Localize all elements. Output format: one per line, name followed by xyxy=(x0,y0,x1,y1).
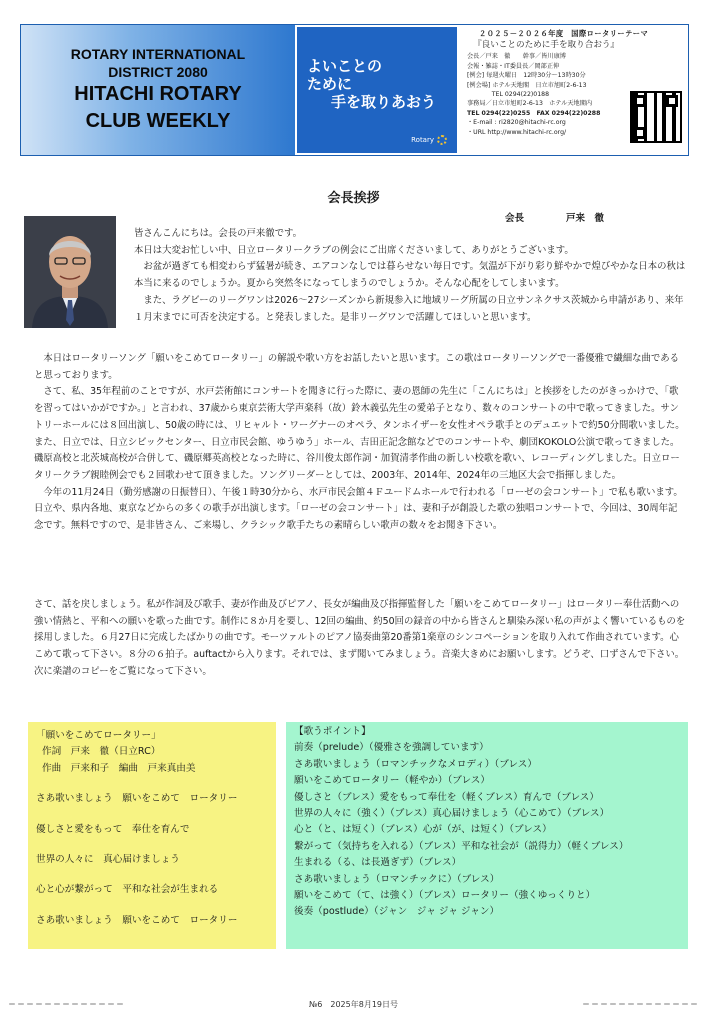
org-name: ROTARY INTERNATIONAL xyxy=(70,46,246,62)
club-name: HITACHI ROTARY xyxy=(74,83,242,105)
lyrics-line: さあ歌いましょう 願いをこめて ロータリー xyxy=(36,914,238,926)
points-line: 繋がって（気持ちを入れる）（ブレス）平和な社会が（説得力）（軽くブレス） xyxy=(294,840,629,852)
points-line: 優しさと（ブレス）愛をもって奉仕を（軽くブレス）育んで（ブレス） xyxy=(294,791,599,803)
footer-divider-left: ＝＝＝＝＝＝＝＝＝＝＝＝＝ xyxy=(8,1000,125,1009)
lyrics-credit: 作曲 戸来和子 編曲 戸来真由美 xyxy=(42,762,196,774)
author-role: 会長 xyxy=(505,213,525,224)
slogan-line: ために xyxy=(307,75,353,93)
lyrics-line: 心と心が繋がって 平和な社会が生まれる xyxy=(36,884,219,896)
points-line: 生まれる（る、は長過ぎず）（ブレス） xyxy=(294,857,462,869)
url-link[interactable]: ・URL http://www.hitachi-rc.org/ xyxy=(467,128,567,136)
lyrics-title: 「願いをこめてロータリー」 xyxy=(36,730,161,741)
email-link[interactable]: ・E-mail : ri2820@hitachi-rc.org xyxy=(467,119,566,127)
president-photo xyxy=(24,216,116,328)
singing-points-box xyxy=(286,722,688,949)
info-line: TEL 0294(22)0188 xyxy=(467,91,550,99)
footer-divider-right: ＝＝＝＝＝＝＝＝＝＝＝＝＝ xyxy=(582,1000,699,1009)
slogan-banner xyxy=(297,27,457,153)
points-line: さあ歌いましょう（ロマンチックに）（ブレス） xyxy=(294,873,500,885)
slogan-line: 手を取りあおう xyxy=(331,93,437,111)
district-name: DISTRICT 2080 xyxy=(108,64,208,80)
masthead-title-block xyxy=(21,25,295,155)
points-line: 前奏（prelude）（優雅さを強調しています） xyxy=(294,742,489,754)
byline xyxy=(505,210,604,224)
info-line: 会長／戸来 徹 幹事／皆川康博 xyxy=(467,53,566,61)
lyrics-box xyxy=(28,722,276,949)
lyrics-credit: 作詞 戸来 徹（日立RC） xyxy=(42,746,161,758)
issue-number: №6 2025年8月19日号 xyxy=(308,1000,399,1009)
theme-year: ２０２５－２０２６年度 国際ロータリーテーマ xyxy=(479,29,649,38)
masthead xyxy=(20,24,689,156)
points-line: 心と（と、は短く）（ブレス）心が（が、は短く）（ブレス） xyxy=(294,824,552,836)
main-paragraph: 本日はロータリーソング「願いをこめてロータリー」の解説や歌い方をお話したいと思います。この歌はロータリーソングで一番優雅で繊細な曲であると思っております。 さて、私、35年程前のことですが、水戸芸術館にコンサートを聞きに行った際に、妻の恩師の先生に「こんにちは」と挨拶をしたのがきっかけで、「歌を習ってはいかがですか。」と言われ、37歳から東京芸術大学声楽科（故）鈴木義弘先生の愛弟子となり、数々のコンサートの中で歌ってきました。サントリーホールには８回出演し、50歳の時には、リヒャルト・ワーグナーのオペラ、タンホイザーを女性オペラ歌手とのデュエットで約50分間歌いました。また、日立では、日立シビックセンター、日立市民会館、ゆうゆう」ホール、吉田正記念館などでのコンサートや、劇団KOKOLO公演で歌ってきました。磯原高校と北茨城高校が合併して、磯原郷英高校となった時に、谷川俊太郎作詞・加賀清孝作曲の新しい校歌を歌い、レコーディングしました。日立ロータリークラブ親睦例会でも２回歌わせて頂きました。ソングリーダーとしては、2003年、2014年、2024年の三地区大会で指揮しました。 今年の11月24日（勤労感謝の日振替日）、午後１時30分から、水戸市民会館４Ｆユードムホールで行われる「ローゼの会コンサート」で私も歌います。日立や、県内各地、東京などからの多くの歌手が出演します。「ローゼの会コンサート」は、妻和子が創設した歌の独唱コンサートで、今回は、30周年記念です。無料ですので、是非皆さん、ご来場し、クラシック歌手たちの素晴らしい歌声の数々をお聞き下さい。 xyxy=(34,353,685,532)
rotary-logo-text: Rotary xyxy=(411,136,434,144)
info-line: TEL 0294(22)0255 FAX 0294(22)0288 xyxy=(467,109,601,117)
slogan-line: よいことの xyxy=(307,57,383,75)
lyrics-line: さあ歌いましょう 願いをこめて ロータリー xyxy=(36,793,238,805)
points-line: 願いをこめてロータリー（軽やか）（ブレス） xyxy=(294,775,490,787)
article-title: 会長挨拶 xyxy=(327,191,380,206)
rotary-logo xyxy=(411,135,447,145)
info-line: [例会] 毎週火曜日 12時30分～13時30分 xyxy=(467,72,586,80)
lyrics-line: 世界の人々に 真心届けましょう xyxy=(36,854,180,866)
theme-text: 『良いことのために手を取り合おう』 xyxy=(473,40,620,51)
portrait-illustration xyxy=(24,216,116,328)
slogan-text xyxy=(307,57,436,111)
greeting-paragraph: 皆さんこんにちは。会長の戸来徹です。 本日は大変お忙しい中、日立ロータリークラブの例会にご出席くださいまして、ありがとうございます。 お盆が過ぎても相変わらず猛暑が続き、エアコンなしでは暮らせない毎日です。気温が下がり彩り鮮やかで煌びやかな日本の秋は本当に来るのでしょうか。夏から突然冬になってしまうのでしょうか。そんな心配をしてしまいます。 また、ラグビーのリーグワンは2026～27シーズンから新規参入に地域リーグ所属の日立サンネクサス茨城から申請があり、来年１月末までに可否を決定する。と発表しました。是非リーグワンで活躍してほしいと思います。 xyxy=(134,228,686,323)
author-name: 戸来 徹 xyxy=(566,213,605,224)
points-line: 世界の人々に（強く）（ブレス）真心届けましょう（心こめて）（ブレス） xyxy=(294,808,610,820)
rotary-wheel-icon xyxy=(437,135,447,145)
newsletter-name: CLUB WEEKLY xyxy=(85,110,231,132)
points-line: 願いをこめて（て、は強く）（ブレス）ロータリー（強くゆっくりと） xyxy=(294,890,596,902)
qr-code-icon[interactable] xyxy=(630,91,682,143)
points-line: 後奏（postlude）（ジャン ジャ ジャ ジャン） xyxy=(294,906,500,918)
points-title: 【歌うポイント】 xyxy=(294,726,371,737)
info-line: [例会場] ホテル天地閣 日立市旭町2-6-13 xyxy=(467,81,587,89)
closing-paragraph: さて、話を戻しましょう。私が作詞及び歌手、妻が作曲及びピアノ、長女が編曲及び指揮監督した「願いをこめてロータリー」はロータリー奉仕活動への強い情熱と、平和への願いを歌った曲です。制作に８か月を要し、12回の編曲、約50回の録音の中から皆さんと馴染み深い私の声がよく響いているものを採用しました。６月27日に完成したばかりの曲です。モーツァルトのピアノ協奏曲第20番第1楽章のシンコペーションを取り入れて作曲されています。心こめて歌って下さい。８分の６拍子。auftactから入ります。それでは、まず聞いてみましょう。音楽大きめにお願いします。どうぞ、口ずさんで下さい。 次に楽譜のコピーをご覧になって下さい。 xyxy=(34,599,686,677)
points-line: さあ歌いましょう（ロマンチックなメロディ）（ブレス） xyxy=(294,758,537,770)
info-line: 会報・雑誌・IT委員長／岡部正伸 xyxy=(467,62,560,70)
info-line: 事務局／日立市旭町2-6-13 ホテル天地閣内 xyxy=(467,100,593,108)
lyrics-line: 優しさと愛をもって 奉仕を育んで xyxy=(36,823,190,835)
